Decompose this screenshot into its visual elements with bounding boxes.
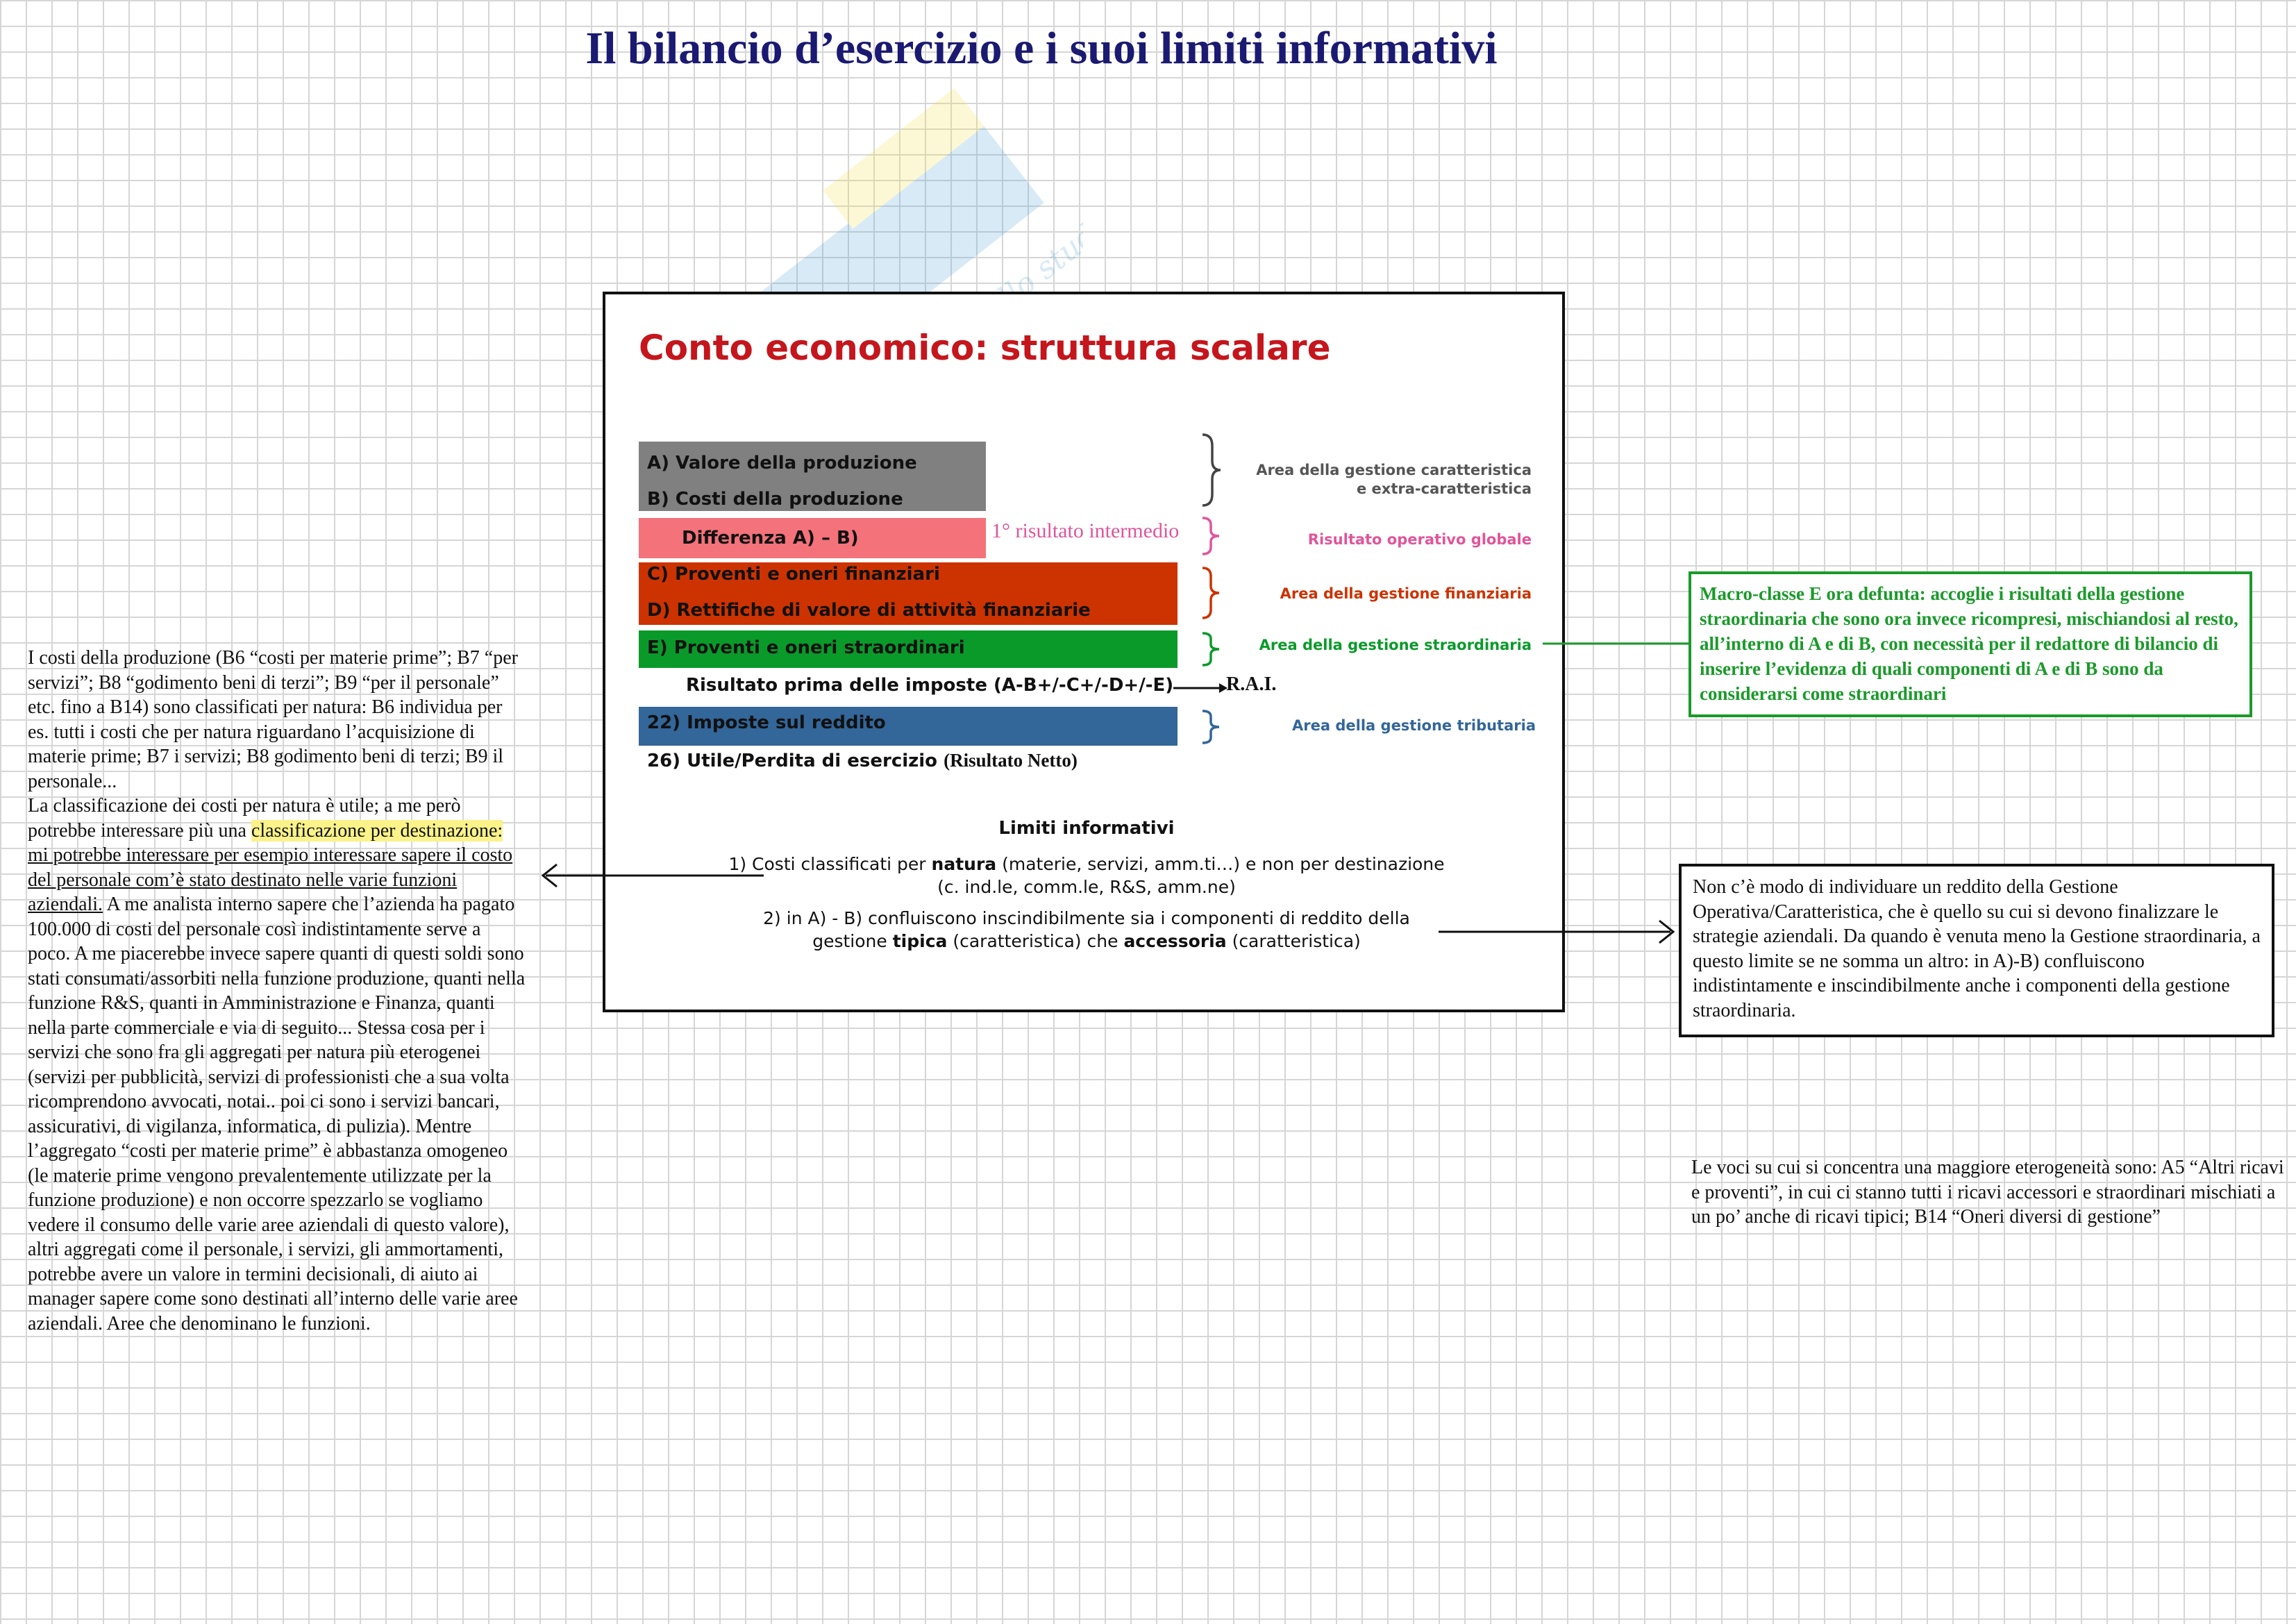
limit-1-bold: natura [931, 854, 997, 874]
limit-2-pre: gestione [812, 931, 887, 951]
rai-label: R.A.I. [1226, 673, 1277, 695]
row-e: E) Proventi e oneri straordinari [647, 637, 965, 658]
page-title: Il bilancio d’esercizio e i suoi limiti informativi [585, 23, 1498, 74]
limit-2-post: (caratteristica) [1232, 931, 1361, 951]
left-note-highlight: classificazione per destinazione: [251, 819, 503, 842]
limits-title: Limiti informativi [998, 818, 1175, 839]
slide-title: Conto economico: struttura scalare [639, 328, 1331, 368]
row-a: A) Valore della produzione [647, 453, 917, 474]
row-b: B) Costi della produzione [647, 489, 903, 510]
area-caratteristica-line1: Area della gestione caratteristica [1256, 462, 1532, 478]
row-d: D) Rettifiche di valore di attività finanziarie [647, 600, 1091, 621]
left-note-p2-b: A me analista interno sapere che l’azienda ha pagato 100.000 di costi del personale così indistintamente serve a poco. A me piacerebbe invece sapere quanti di questi soldi sono stati consumati/assorbiti nella funzione produzione, quanti nella funzione R&S, quanti in Amministrazione e Finanza, quanti nella parte commerciale e via di seguito... Stessa cosa per i servizi che sono fra gli aggregati per natura più eterogenei (servizi per pubblicità, servizi di professionisti che a sua volta ricomprendono avvocati, notai.. poi ci sono i servizi bancari, assicurativi, di vigilanza, informatica, di pulizia). Mentre l’aggregato “costi per materie prime” è abbastanza omogeneo (le materie prime vengono prevalentemente utilizzate per la funzione produzione) e non occorre spezzarlo se vogliamo vedere il consumo delle varie aree aziendali di questo valore), altri aggregati come il personale, i servizi, gli ammortamenti, potrebbe avere un valore in termini decisionali, di aiuto ai manager sapere come sono destinati all’interno delle varie aree aziendali. Aree che denominano le funzioni. [28, 894, 526, 1334]
arrow-right-icon [1439, 921, 1673, 943]
area-finanziaria: Area della gestione finanziaria [1280, 585, 1532, 602]
area-caratteristica-line2: e extra-caratteristica [1357, 480, 1532, 497]
row-utile-suffix: (Risultato Netto) [944, 750, 1078, 771]
limit-2-bold1: tipica [892, 931, 948, 951]
limit-2-mid: (caratteristica) che [953, 931, 1118, 951]
row-rai: Risultato prima delle imposte (A-B+/-C+/-D+/-E) [686, 675, 1174, 696]
area-tributaria: Area della gestione tributaria [1292, 717, 1536, 734]
black-note-box: Non c’è modo di individuare un reddito della Gestione Operativa/Caratteristica, che è quello su cui si devono finalizzare le strategie aziendali. Da quando è venuta meno la Gestione straordinaria, a questo limite se ne somma un altro: in A)-B) confluiscono indistintamente e inscindibilmente anche i componenti della gestione straordinaria. [1679, 864, 2274, 1037]
bottom-note: Le voci su cui si concentra una maggiore eterogeneità sono: A5 “Altri ricavi e proventi”, in cui ci stanno tutti i ricavi accessori e straordinari mischiati a un po’ anche di ricavi tipici; B14 “Oneri diversi di gestione” [1691, 1157, 2284, 1228]
left-note-p2 [28, 794, 528, 1336]
limit-2-bold2: accessoria [1123, 931, 1227, 951]
left-note-p1: I costi della produzione (B6 “costi per materie prime”; B7 “per servizi”; B8 “godimento beni di terzi”; B9 “per il personale” etc. fino a B14) sono classificati per natura: B6 individua per es. tutti i costi che per natura riguardano l’acquisizione di materie prime; B7 i servizi; B8 godimento beni di terzi; B9 il personale... [28, 647, 518, 792]
row-imposte: 22) Imposte sul reddito [647, 712, 886, 733]
arrow-left-icon [543, 864, 764, 887]
left-note-underlined: mi potrebbe interessare per esempio interessare sapere il costo del personale com’è stato destinato nelle varie funzioni aziendali. [28, 844, 513, 915]
area-operativo: Risultato operativo globale [1307, 531, 1532, 548]
row-diff: Differenza A) – B) [682, 528, 859, 549]
limit-1-pre: 1) Costi classificati per [728, 854, 926, 874]
row-c: C) Proventi e oneri finanziari [647, 564, 940, 585]
green-note-box: Macro-classe E ora defunta: accoglie i risultati della gestione straordinaria che sono ora invece ricompresi, mischiandosi al resto, all’interno di A e di B, con necessità per il redattore di bilancio di inserire l’evidenza di quali componenti di A e di B sono da considerarsi come straordinari [1689, 571, 2252, 717]
limit-1-post: (materie, servizi, amm.ti…) e non per destinazione [1002, 854, 1445, 874]
row-utile-label: 26) Utile/Perdita di esercizio [647, 751, 938, 771]
limit-2-line1: 2) in A) - B) confluiscono inscindibilmente sia i componenti di reddito della [763, 908, 1410, 928]
left-note [28, 646, 528, 1336]
intermediate-label: 1° risultato intermedio [991, 519, 1180, 542]
left-note-p2-a: La classificazione dei costi per natura è utile; a me però potrebbe interessare più una [28, 795, 461, 842]
area-straordinaria: Area della gestione straordinaria [1259, 637, 1532, 653]
limit-1-line2: (c. ind.le, comm.le, R&S, amm.ne) [937, 877, 1236, 897]
